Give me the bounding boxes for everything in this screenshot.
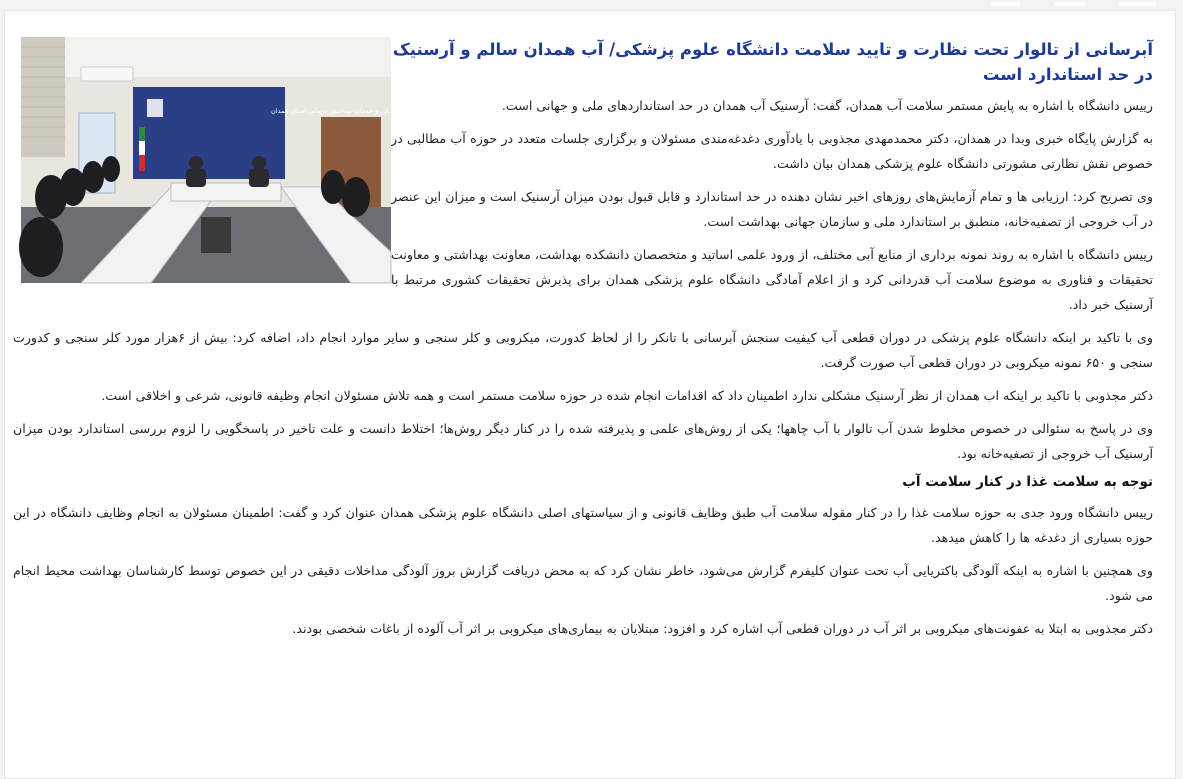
article-paragraph: رییس دانشگاه با اشاره به روند نمونه برداری از منابع آبی مختلف، از ورود علمی اساتید و متخصصان دانشکده بهداشت، معاونت بهداشتی و معاونت تحقیقات و فناوری به موضوع سلامت آب قدردانی کرد و از اعلام آمادگی دانشگاه علوم پزشکی همدان برای پذیرش تحقیقات کشوری مرتبط با آرسنیک خبر داد. bbox=[391, 247, 1153, 312]
article-paragraph: به گزارش پایگاه خبری وبدا در همدان، دکتر محمدمهدی مجذوبی با یادآوری دغدغه‌مندی مسئولان و برگزاری جلسات متعدد در حوزه آب مطالبی در خصوص نقش نظارتی مشورتی دانشگاه علوم پزشکی همدان بیان داشت. bbox=[391, 131, 1153, 171]
top-bar-dash bbox=[1118, 2, 1156, 6]
article-paragraph: وی تصریح کرد: ارزیابی ها و تمام آزمایش‌های روزهای اخیر نشان دهنده در حد استاندارد و قابل قبول بودن میزان آرسنیک است و میزان این عنصر در آب خروجی از تصفیه‌خانه، منطبق بر استاندارد ملی و سازمان جهانی بهداشت است. bbox=[391, 189, 1153, 229]
article-paragraph: دکتر مجذوبی به ابتلا به عفونت‌های میکروبی بر اثر آب در دوران قطعی آب اشاره کرد و افزود: مبتلایان به بیماری‌های میکروبی بر اثر آب آلوده از باغات شخصی بودند. bbox=[292, 621, 1153, 636]
top-bar-dash bbox=[990, 2, 1020, 6]
article-paragraph: رییس دانشگاه با اشاره به پایش مستمر سلامت آب همدان، گفت: آرسنیک آب همدان در حد استانداردهای ملی و جهانی است. bbox=[501, 98, 1153, 113]
article-content bbox=[13, 37, 1153, 649]
article-paragraph: وی همچنین با اشاره به اینکه آلودگی باکتریایی آب تحت عنوان کلیفرم گزارش می‌شود، خاطر نشان کرد که به محض دریافت گزارش بروز آلودگی مداخلات دقیقی در این خصوص توسط کارشناسان بهداشت محیط انجام می شود. bbox=[13, 563, 1153, 603]
article-paragraph: وی در پاسخ به سئوالی در خصوص مخلوط شدن آب تالوار با آب چاهها؛ یکی از روش‌های علمی و پذیرفته شده را در کنار دیگر روش‌ها؛ اختلاط دانست و علت تاخیر در پاسخگویی را لزوم بررسی استاندارد بودن میزان آرسنیک آب خروجی از تصفیه‌خانه بود. bbox=[13, 421, 1153, 461]
top-bar bbox=[0, 0, 1183, 8]
article-card bbox=[4, 10, 1176, 779]
article-paragraph: رییس دانشگاه ورود جدی به حوزه سلامت غذا را در کنار مقوله سلامت آب طبق وظایف قانونی و از سیاستهای اصلی دانشگاه علوم پزشکی همدان عنوان کرد و گفت: اطمینان مسئولان به انجام وظایف دانشگاه در این حوزه بسیاری از دغدغه ها را کاهش میدهد. bbox=[13, 505, 1153, 545]
photo-banner-text: دانشگاه علوم پزشکی و خدمات بهداشتی درمانی استان همدان bbox=[271, 107, 439, 115]
press-conference-photo bbox=[21, 37, 439, 283]
article-paragraph: دکتر مجذوبی با تاکید بر اینکه اب همدان از نظر آرسنیک مشکلی ندارد اطمینان داد که اقدامات انجام شده در حوزه سلامت مستمر است و همه تلاش مسئولان انجام وظیفه قانونی، شرعی و اخلاقی است. bbox=[101, 388, 1153, 403]
photo-illustration bbox=[21, 37, 439, 283]
top-bar-dash bbox=[1055, 2, 1085, 6]
article-subheading: توجه به سلامت غذا در کنار سلامت آب bbox=[902, 474, 1153, 490]
article-paragraph: وی با تاکید بر اینکه دانشگاه علوم پزشکی در دوران قطعی آب کیفیت سنجش آبرسانی با تانکر را از لحاظ کدورت، میکروبی و کلر سنجی و سایر موارد انجام داد، اضافه کرد: بیش از ۶هزار مورد کلر سنجی و کدورت سنجی و ۶۵۰ نمونه میکروبی در دوران قطعی آب صورت گرفت. bbox=[13, 330, 1153, 370]
article-title: آبرسانی از تالوار تحت نظارت و تایید سلامت دانشگاه علوم پزشکی/ آب همدان سالم و آرسنیک در حد استاندارد است bbox=[392, 40, 1153, 84]
